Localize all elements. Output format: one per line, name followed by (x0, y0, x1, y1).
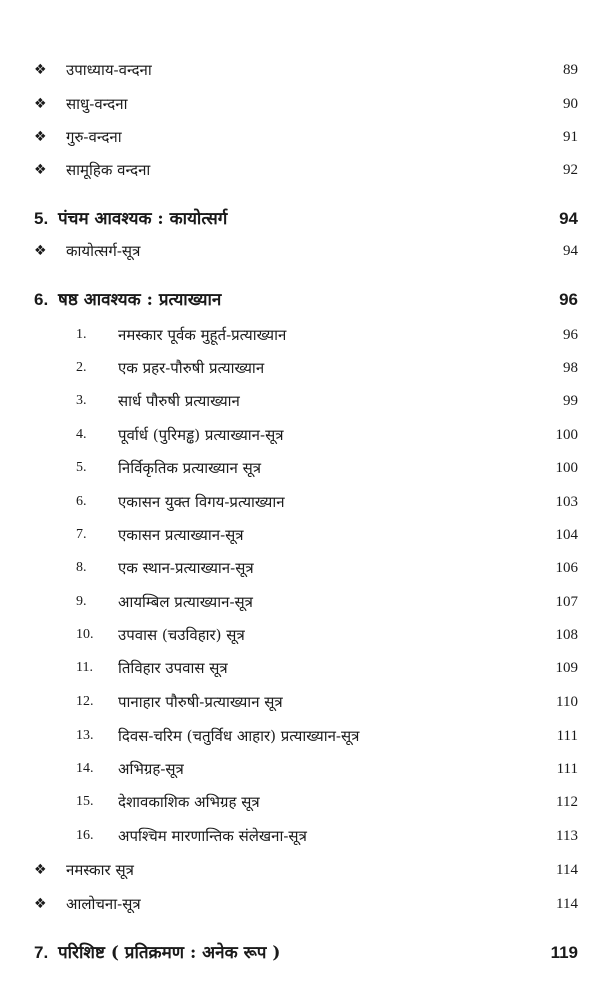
toc-entry (0, 620, 600, 650)
toc-entry (0, 687, 600, 717)
page-number: 94 (563, 243, 578, 259)
toc-entry (0, 453, 600, 483)
toc-entry (0, 787, 600, 817)
page-number: 96 (559, 290, 578, 309)
page-number: 111 (556, 728, 578, 744)
bullet-icon: ❖ (34, 96, 47, 112)
bullet-icon: ❖ (34, 243, 47, 259)
toc-entry (0, 520, 600, 550)
page-number: 109 (555, 660, 578, 676)
toc-entry (0, 938, 600, 968)
toc-entry (0, 320, 600, 350)
page-number: 107 (555, 594, 578, 610)
toc-entry (0, 721, 600, 751)
page-number: 114 (556, 896, 578, 912)
entry-title: सामूहिक वन्दना (66, 161, 151, 179)
page-number: 99 (563, 393, 578, 409)
entry-title: गुरु-वन्दना (66, 128, 122, 146)
page-number: 112 (556, 794, 578, 810)
entry-number: 13. (76, 728, 94, 743)
page-number: 89 (563, 62, 578, 78)
page-number: 94 (559, 209, 578, 228)
entry-title: एकासन युक्त विगय-प्रत्याख्यान (118, 493, 285, 511)
entry-title: सार्ध पौरुषी प्रत्याख्यान (118, 392, 240, 410)
toc-entry (0, 855, 600, 885)
entry-title: देशावकाशिक अभिग्रह सूत्र (118, 793, 260, 811)
entry-title: पूर्वार्ध (पुरिमड्ढ) प्रत्याख्यान-सूत्र (118, 426, 284, 444)
page-number: 114 (556, 862, 578, 878)
toc-entry (0, 285, 600, 315)
entry-title: एक स्थान-प्रत्याख्यान-सूत्र (118, 559, 254, 577)
toc-entry (0, 821, 600, 851)
bullet-icon: ❖ (34, 62, 47, 78)
page-number: 113 (556, 828, 578, 844)
entry-title: कायोत्सर्ग-सूत्र (66, 242, 141, 260)
entry-title: आलोचना-सूत्र (66, 895, 141, 913)
entry-number: 1. (76, 327, 87, 342)
entry-number: 6. (34, 290, 49, 309)
page-number: 92 (563, 162, 578, 178)
entry-number: 5. (76, 460, 87, 475)
entry-title: उपाध्याय-वन्दना (66, 61, 152, 79)
entry-number: 2. (76, 360, 87, 375)
entry-number: 3. (76, 393, 87, 408)
entry-title: तिविहार उपवास सूत्र (118, 659, 228, 677)
page-number: 90 (563, 96, 578, 112)
page-number: 96 (563, 327, 578, 343)
entry-number: 14. (76, 761, 94, 776)
toc-entry (0, 89, 600, 119)
entry-number: 7. (76, 527, 87, 542)
entry-title: नमस्कार सूत्र (66, 861, 134, 879)
entry-title: उपवास (चउविहार) सूत्र (118, 626, 245, 644)
bullet-icon: ❖ (34, 896, 47, 912)
toc-entry (0, 353, 600, 383)
page-number: 104 (555, 527, 578, 543)
entry-title: अपश्चिम मारणान्तिक संलेखना-सूत्र (118, 827, 307, 845)
entry-title: पानाहार पौरुषी-प्रत्याख्यान सूत्र (118, 693, 283, 711)
section-title: परिशिष्ट ( प्रतिक्रमण : अनेक रूप ) (58, 943, 281, 963)
entry-number: 16. (76, 828, 94, 843)
toc-entry (0, 155, 600, 185)
page-number: 111 (556, 761, 578, 777)
section-title: पंचम आवश्यक : कायोत्सर्ग (58, 209, 228, 229)
entry-title: निर्विकृतिक प्रत्याख्यान सूत्र (118, 459, 262, 477)
toc-entry (0, 236, 600, 266)
section-title: षष्ठ आवश्यक : प्रत्याख्यान (58, 290, 222, 310)
page-number: 103 (555, 494, 578, 510)
entry-number: 9. (76, 594, 87, 609)
entry-title: साधु-वन्दना (66, 95, 128, 113)
bullet-icon: ❖ (34, 129, 47, 145)
toc-entry (0, 204, 600, 234)
page-number: 100 (555, 427, 578, 443)
toc-entry (0, 754, 600, 784)
page-number: 106 (555, 560, 578, 576)
page-number: 100 (555, 460, 578, 476)
entry-number: 15. (76, 794, 94, 809)
page-number: 110 (556, 694, 578, 710)
toc-entry (0, 420, 600, 450)
toc-entry (0, 587, 600, 617)
page-number: 98 (563, 360, 578, 376)
page-number: 119 (550, 943, 578, 962)
entry-number: 11. (76, 660, 93, 675)
entry-number: 6. (76, 494, 87, 509)
entry-number: 5. (34, 209, 49, 228)
entry-title: दिवस-चरिम (चतुर्विध आहार) प्रत्याख्यान-सूत्र (118, 727, 360, 745)
bullet-icon: ❖ (34, 862, 47, 878)
entry-title: एक प्रहर-पौरुषी प्रत्याख्यान (118, 359, 265, 377)
toc-entry (0, 386, 600, 416)
toc-entry (0, 55, 600, 85)
entry-number: 10. (76, 627, 94, 642)
toc-entry (0, 653, 600, 683)
toc-entry (0, 122, 600, 152)
toc-entry (0, 553, 600, 583)
bullet-icon: ❖ (34, 162, 47, 178)
entry-number: 8. (76, 560, 87, 575)
entry-title: आयम्बिल प्रत्याख्यान-सूत्र (118, 593, 253, 611)
entry-title: नमस्कार पूर्वक मुहूर्त-प्रत्याख्यान (118, 326, 287, 344)
entry-title: एकासन प्रत्याख्यान-सूत्र (118, 526, 244, 544)
toc-entry (0, 889, 600, 919)
page-number: 108 (555, 627, 578, 643)
toc-entry (0, 487, 600, 517)
entry-number: 4. (76, 427, 87, 442)
page-number: 91 (563, 129, 578, 145)
entry-number: 12. (76, 694, 94, 709)
entry-title: अभिग्रह-सूत्र (118, 760, 184, 778)
entry-number: 7. (34, 943, 49, 962)
